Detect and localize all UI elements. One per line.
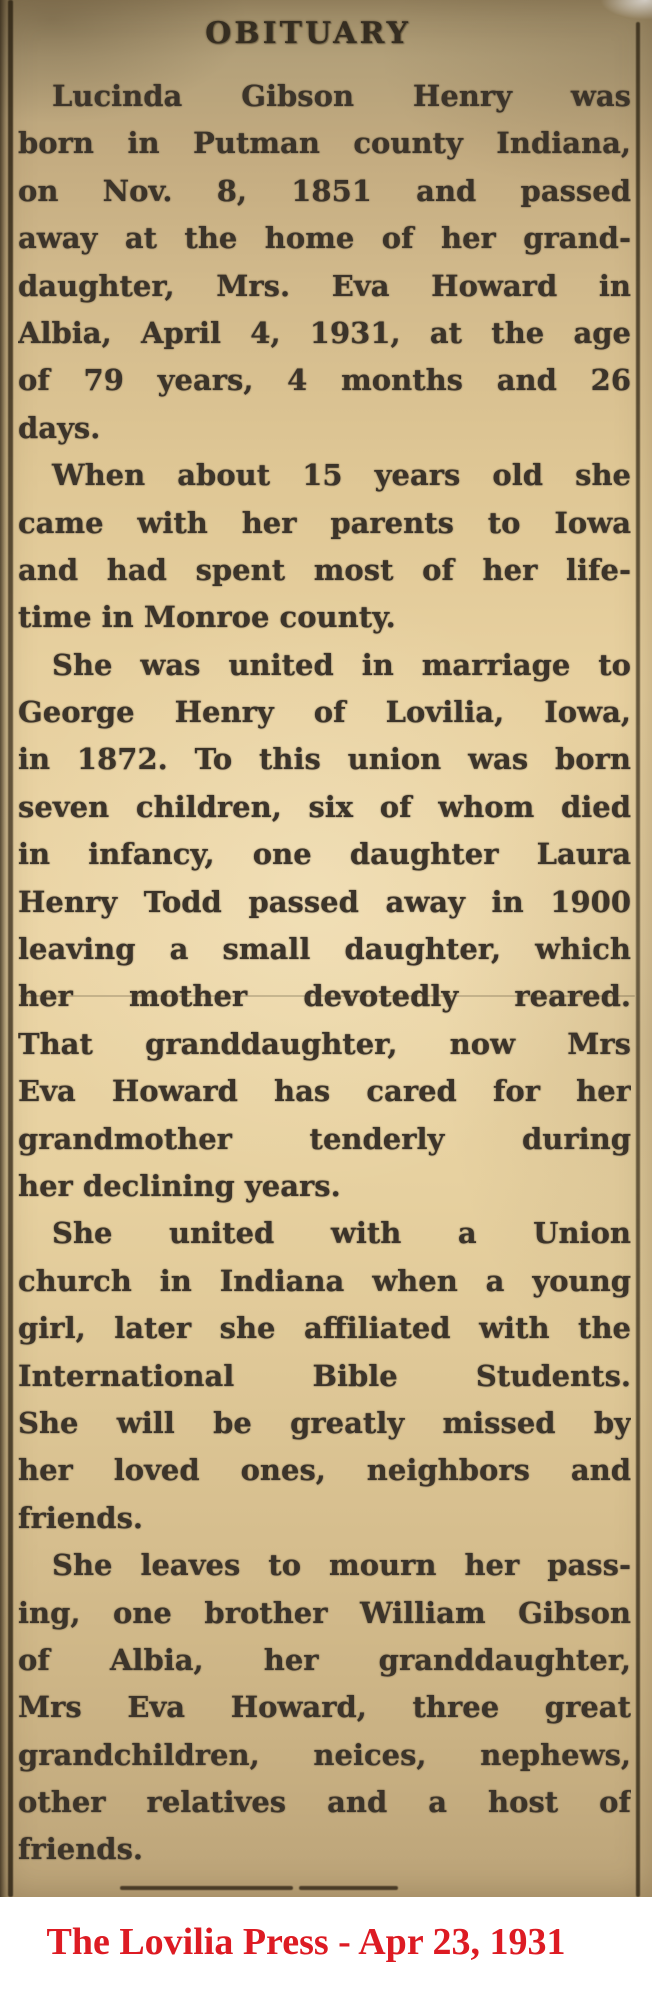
obituary-line: Henry Todd passed away in 1900 (18, 884, 631, 919)
obituary-line: She will be greatly missed by (18, 1405, 631, 1440)
obituary-line: on Nov. 8, 1851 and passed (18, 173, 631, 208)
obituary-line: Albia, April 4, 1931, at the age (18, 315, 631, 350)
obituary-line: time in Monroe county. (18, 600, 396, 635)
obituary-heading: OBITUARY (205, 16, 411, 51)
obituary-body (18, 73, 631, 1874)
obituary-line: her loved ones, neighbors and (18, 1453, 631, 1488)
obituary-line: came with her parents to Iowa (18, 505, 631, 540)
obituary-line: days. (18, 410, 101, 445)
obituary-line: daughter, Mrs. Eva Howard in (18, 268, 631, 303)
obituary-line: Eva Howard has cared for her (18, 1074, 631, 1109)
obituary-line: Mrs Eva Howard, three great (18, 1690, 631, 1725)
obituary-line: seven children, six of whom died (18, 789, 631, 824)
obituary-line: and had spent most of her life- (18, 552, 631, 587)
obituary-line: church in Indiana when a young (18, 1263, 631, 1298)
obituary-line: leaving a small daughter, which (18, 932, 631, 967)
obituary-line: her mother devotedly reared. (18, 979, 631, 1014)
column-rule-right (636, 22, 640, 1897)
obituary-line: friends. (18, 1500, 144, 1535)
obituary-line: other relatives and a host of (18, 1785, 631, 1820)
caption-bar (0, 1897, 652, 1992)
obituary-line: Lucinda Gibson Henry was (52, 79, 631, 113)
obituary-line: International Bible Students. (18, 1358, 631, 1393)
obituary-line: of Albia, her granddaughter, (18, 1642, 631, 1677)
obituary-line: her declining years. (18, 1168, 341, 1203)
end-divider-right (299, 1886, 398, 1890)
obituary-line: grandchildren, neices, nephews, (18, 1737, 631, 1772)
obituary-line: She united with a Union (52, 1216, 631, 1251)
column-rule-left (8, 0, 13, 1897)
obituary-line: grandmother tenderly during (18, 1121, 631, 1156)
obituary-line: She leaves to mourn her pass- (52, 1548, 631, 1583)
press-caption: The Lovilia Press - Apr 23, 1931 (46, 1920, 566, 1963)
obituary-line: of 79 years, 4 months and 26 (18, 363, 631, 398)
obituary-line: girl, later she affiliated with the (18, 1311, 631, 1346)
obituary-line: in 1872. To this union was born (18, 742, 631, 777)
obituary-line: ing, one brother William Gibson (18, 1595, 631, 1630)
end-divider-left (120, 1886, 293, 1890)
obituary-line: in infancy, one daughter Laura (18, 837, 631, 872)
obituary-line: born in Putman county Indiana, (18, 126, 631, 161)
obituary-line: away at the home of her grand- (18, 221, 631, 256)
obituary-line: George Henry of Lovilia, Iowa, (18, 695, 631, 730)
obituary-line: friends. (18, 1832, 144, 1867)
obituary-line: She was united in marriage to (52, 647, 631, 682)
obituary-line: When about 15 years old she (52, 458, 631, 493)
obituary-line: That granddaughter, now Mrs (18, 1026, 631, 1061)
